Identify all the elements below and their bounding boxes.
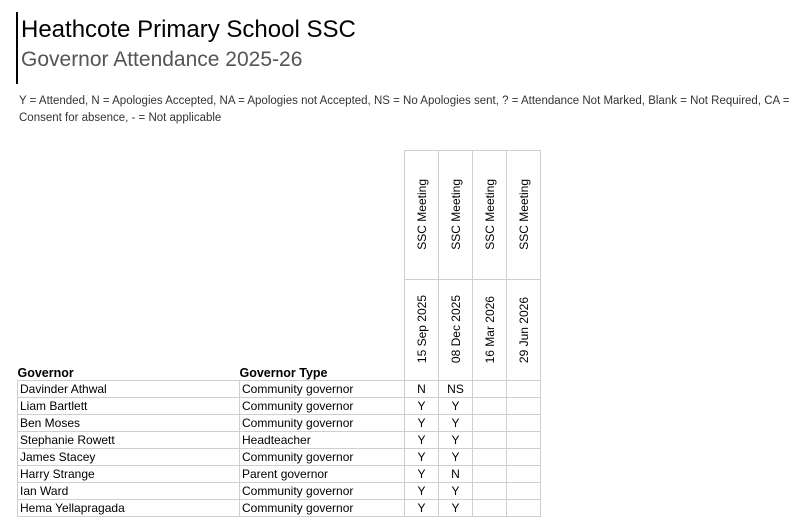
attendance-cell: NS: [439, 381, 473, 398]
attendance-table: [17, 150, 541, 517]
governor-name: Hema Yellapragada: [18, 500, 240, 517]
attendance-cell: [507, 398, 541, 415]
attendance-cell: Y: [439, 449, 473, 466]
meeting-date: 29 Jun 2026: [516, 296, 531, 363]
attendance-cell: Y: [439, 398, 473, 415]
meeting-name: SSC Meeting: [414, 179, 429, 250]
attendance-cell: [473, 483, 507, 500]
attendance-cell: [507, 381, 541, 398]
meeting-date: 08 Dec 2025: [448, 294, 463, 363]
table-row: [18, 381, 541, 398]
attendance-cell: Y: [439, 432, 473, 449]
meeting-date: 16 Mar 2026: [482, 295, 497, 363]
page-title: Heathcote Primary School SSC: [21, 16, 356, 43]
meeting-name: SSC Meeting: [482, 179, 497, 250]
governor-type: Community governor: [240, 449, 405, 466]
table-row: [18, 466, 541, 483]
attendance-cell: [507, 483, 541, 500]
attendance-cell: N: [439, 466, 473, 483]
meeting-name-header: [439, 151, 473, 280]
attendance-legend: Y = Attended, N = Apologies Accepted, NA = Apologies not Accepted, NS = No Apologies sent, ? = Attendance Not Marked, Blank = Not Required, CA = Consent for absence, - = Not applicable: [19, 95, 790, 124]
table-row: [18, 483, 541, 500]
meeting-date-header: [405, 280, 439, 381]
table-row: [18, 500, 541, 517]
governor-type: Community governor: [240, 483, 405, 500]
attendance-cell: Y: [439, 483, 473, 500]
attendance-cell: Y: [405, 449, 439, 466]
meeting-name-header: [473, 151, 507, 280]
attendance-cell: Y: [405, 398, 439, 415]
attendance-cell: [473, 432, 507, 449]
governor-name: Ian Ward: [18, 483, 240, 500]
governor-name: Stephanie Rowett: [18, 432, 240, 449]
meeting-date-header: [439, 280, 473, 381]
attendance-cell: [507, 500, 541, 517]
meeting-name: SSC Meeting: [448, 179, 463, 250]
meeting-name-header: [507, 151, 541, 280]
meeting-name-row: [18, 151, 541, 280]
attendance-cell: [507, 449, 541, 466]
governor-name: James Stacey: [18, 449, 240, 466]
attendance-cell: [473, 449, 507, 466]
table-row: [18, 432, 541, 449]
governor-type: Community governor: [240, 398, 405, 415]
attendance-cell: Y: [439, 415, 473, 432]
governor-type-column-header: Governor Type: [240, 280, 405, 381]
meeting-date-header: [473, 280, 507, 381]
attendance-cell: [473, 466, 507, 483]
attendance-cell: Y: [405, 432, 439, 449]
meeting-date-header: [507, 280, 541, 381]
attendance-cell: [507, 432, 541, 449]
governor-type: Parent governor: [240, 466, 405, 483]
governor-name: Ben Moses: [18, 415, 240, 432]
governor-type: Community governor: [240, 415, 405, 432]
attendance-cell: [507, 415, 541, 432]
table-row: [18, 415, 541, 432]
governor-type: Headteacher: [240, 432, 405, 449]
meeting-name: SSC Meeting: [516, 179, 531, 250]
governor-name: Davinder Athwal: [18, 381, 240, 398]
attendance-cell: Y: [439, 500, 473, 517]
meeting-date: 15 Sep 2025: [414, 294, 429, 363]
attendance-cell: [473, 398, 507, 415]
page-subtitle: Governor Attendance 2025-26: [21, 48, 303, 71]
attendance-cell: [473, 415, 507, 432]
attendance-cell: [473, 381, 507, 398]
meeting-name-header: [405, 151, 439, 280]
column-header-row: [18, 280, 541, 381]
attendance-cell: Y: [405, 483, 439, 500]
attendance-cell: N: [405, 381, 439, 398]
governor-name: Harry Strange: [18, 466, 240, 483]
attendance-cell: Y: [405, 415, 439, 432]
governor-type: Community governor: [240, 500, 405, 517]
governor-type: Community governor: [240, 381, 405, 398]
table-row: [18, 398, 541, 415]
governor-name: Liam Bartlett: [18, 398, 240, 415]
attendance-cell: Y: [405, 500, 439, 517]
governor-column-header: Governor: [18, 280, 240, 381]
attendance-cell: Y: [405, 466, 439, 483]
attendance-cell: [507, 466, 541, 483]
attendance-cell: [473, 500, 507, 517]
table-row: [18, 449, 541, 466]
page-header: [16, 12, 356, 84]
